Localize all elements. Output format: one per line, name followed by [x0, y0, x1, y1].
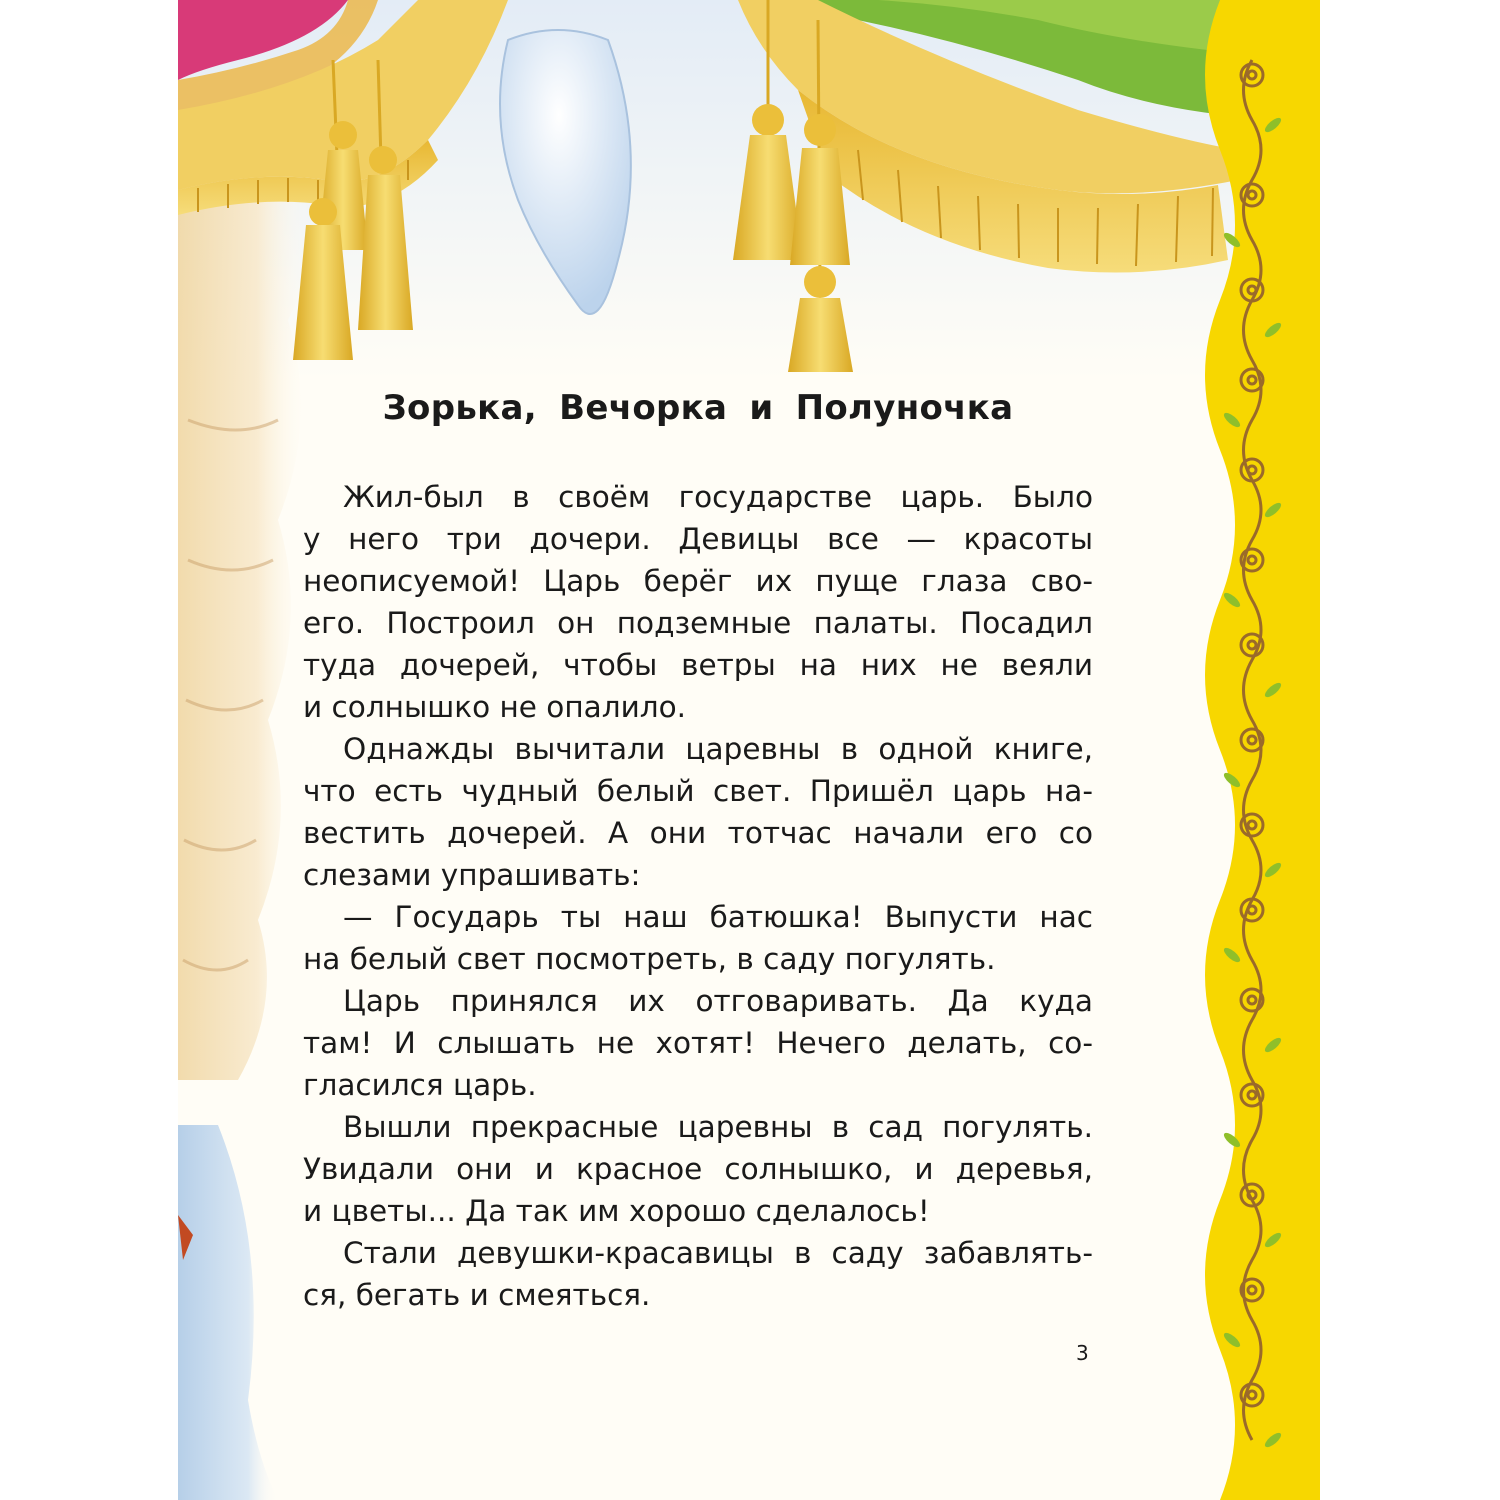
text-line: и цветы... Да так им хорошо сделалось!	[303, 1194, 930, 1228]
text-line: у него три дочери. Девицы все — красоты	[303, 522, 1093, 556]
text-line: его. Построил он подземные палаты. Посадил	[303, 606, 1093, 640]
story-text	[303, 476, 1093, 1316]
page-number: 3	[1076, 1341, 1089, 1365]
text-line: ся, бегать и смеяться.	[303, 1278, 651, 1312]
text-line: что есть чудный белый свет. Пришёл царь на-	[303, 774, 1093, 808]
text-line: Жил-был в своём государстве царь. Было	[343, 480, 1093, 514]
text-line: туда дочерей, чтобы ветры на них не веяли	[303, 648, 1093, 682]
text-line: на белый свет посмотреть, в саду погулять.	[303, 942, 996, 976]
text-line: и солнышко не опалило.	[303, 690, 687, 724]
ornamental-border	[1180, 0, 1320, 1500]
text-line: Увидали они и красное солнышко, и деревья,	[303, 1152, 1093, 1186]
text-line: Стали девушки-красавицы в саду забавлять-	[343, 1236, 1093, 1270]
text-line: слезами упрашивать:	[303, 858, 641, 892]
text-line: Вышли прекрасные царевны в сад погулять.	[343, 1110, 1093, 1144]
story-paragraph	[303, 896, 1093, 980]
text-line: Однажды вычитали царевны в одной книге,	[343, 732, 1093, 766]
story-title: Зорька, Вечорка и Полуночка	[382, 388, 1014, 428]
text-line: неописуемой! Царь берёг их пуще глаза сво-	[303, 564, 1093, 598]
story-paragraph	[303, 1106, 1093, 1232]
story-paragraph	[303, 980, 1093, 1106]
story-paragraph	[303, 1232, 1093, 1316]
story-paragraph	[303, 728, 1093, 896]
text-line: Царь принялся их отговаривать. Да куда	[343, 984, 1093, 1018]
text-line: вестить дочерей. А они тотчас начали его со	[303, 816, 1093, 850]
text-line: — Государь ты наш батюшка! Выпусти нас	[343, 900, 1093, 934]
pillar-shape	[178, 160, 309, 1080]
book-page	[178, 0, 1320, 1500]
text-line: там! И слышать не хотят! Нечего делать, со-	[303, 1026, 1093, 1060]
blue-cloth-shape	[178, 1125, 278, 1500]
text-line: гласился царь.	[303, 1068, 537, 1102]
story-paragraph	[303, 476, 1093, 728]
